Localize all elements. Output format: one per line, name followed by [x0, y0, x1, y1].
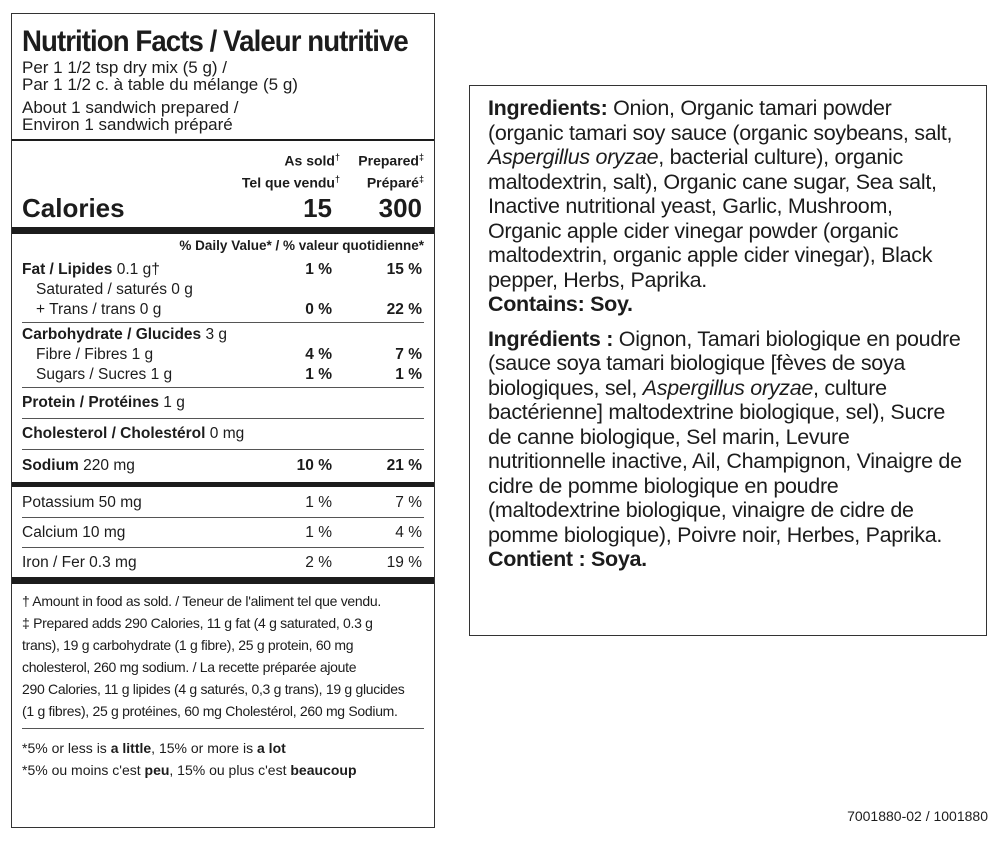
nutrient-row-fibre [22, 345, 424, 365]
dv-text: , 15% ou plus c'est [169, 762, 291, 778]
footnote-line: † Amount in food as sold. / Teneur de l'aliment tel que vendu. [22, 593, 381, 609]
calories-label: Calories [22, 193, 125, 223]
saturated-label: Saturated / saturés 0 g [36, 281, 193, 298]
fibre-label: Fibre / Fibres 1 g [36, 346, 154, 363]
protein-amount: 1 g [163, 394, 185, 411]
dv-text: *5% or less is [22, 740, 111, 756]
carb-block [22, 323, 424, 387]
nutrient-row-fat [22, 260, 424, 280]
sodium-block [22, 450, 424, 482]
calories-prepared: 300 [378, 193, 422, 223]
contains-fr: Contient : Soya. [488, 547, 647, 571]
dv-emphasis: peu [144, 762, 170, 778]
column-as-sold [242, 148, 340, 191]
dv-emphasis: a lot [257, 740, 286, 756]
ddagger-mark: ‡ [418, 152, 424, 162]
calcium-as-sold: 1 % [305, 524, 332, 541]
ingredients-fr [488, 327, 968, 572]
ingredients-panel [469, 85, 987, 636]
carb-amount: 3 g [205, 326, 228, 343]
footnote-line: 290 Calories, 11 g lipides (4 g saturés, 0,3 g trans), 19 g glucides [22, 681, 405, 697]
contains-en: Contains: Soy. [488, 292, 633, 316]
sugars-as-sold: 1 % [305, 366, 332, 383]
divider-thick [12, 227, 434, 234]
potassium-block [22, 487, 424, 517]
sodium-label: Sodium [22, 457, 79, 474]
ingredients-text: Oignon, Tamari biologique en poudre (sauce soya tamari biologique [fèves de soya biologiques, sel, [488, 326, 961, 400]
fat-prepared: 15 % [386, 261, 422, 278]
daily-value-guide [22, 729, 424, 781]
potassium-as-sold: 1 % [305, 494, 332, 511]
dagger-mark: † [334, 173, 340, 184]
nutrition-facts-panel [11, 13, 435, 828]
dv-emphasis: a little [110, 740, 152, 756]
col-as-sold-en: As sold [284, 152, 335, 169]
nutrient-row-carbohydrate [22, 325, 424, 345]
footnote-line: cholesterol, 260 mg sodium. / La recette préparée ajoute [22, 659, 357, 675]
dv-text: *5% ou moins c'est [22, 762, 145, 778]
nutrition-title: Nutrition Facts / Valeur nutritive [22, 25, 408, 58]
column-prepared [358, 148, 424, 191]
ingredients-label-fr: Ingrédients : [488, 326, 614, 351]
ddagger-mark: ‡ [418, 173, 424, 184]
calcium-label: Calcium 10 mg [22, 524, 126, 541]
dv-guide-fr [22, 759, 424, 781]
footnotes [22, 584, 424, 722]
nutrient-row-iron [22, 553, 424, 573]
col-as-sold-fr: Tel que vendu [241, 174, 335, 191]
column-headers [22, 141, 424, 189]
dv-text: , 15% or more is [151, 740, 257, 756]
col-prepared-en: Prepared [358, 152, 419, 169]
cholesterol-label: Cholesterol / Cholestérol [22, 425, 206, 442]
nutrient-row-calcium [22, 523, 424, 543]
yield-en: About 1 sandwich prepared / [22, 98, 239, 117]
nutrient-row-sugars [22, 365, 424, 385]
protein-label: Protein / Protéines [22, 394, 159, 411]
nutrient-row-protein [22, 393, 424, 413]
footnote-line: trans), 19 g carbohydrate (1 g fibre), 25 g protein, 60 mg [22, 637, 354, 653]
fibre-as-sold: 4 % [305, 346, 332, 363]
sugars-label: Sugars / Sucres 1 g [36, 366, 173, 383]
fibre-prepared: 7 % [395, 346, 422, 363]
trans-as-sold: 0 % [305, 301, 332, 318]
ingredients-label-en: Ingredients: [488, 96, 608, 120]
col-prepared-fr: Préparé [366, 174, 419, 191]
ingredients-italic: Aspergillus oryzae [642, 375, 814, 400]
potassium-prepared: 7 % [395, 494, 422, 511]
divider-thick [12, 577, 434, 584]
iron-label: Iron / Fer 0.3 mg [22, 554, 137, 571]
fat-label: Fat / Lipides [22, 261, 113, 278]
protein-block [22, 388, 424, 418]
serving-size-en: Per 1 1/2 tsp dry mix (5 g) / [22, 58, 228, 77]
product-code: 7001880-02 / 1001880 [847, 808, 988, 824]
calories-row [22, 189, 424, 227]
nutrient-row-trans [22, 300, 424, 320]
ingredients-text: Onion, Organic tamari powder (organic tamari soy sauce (organic soybeans, salt, [488, 96, 953, 145]
ingredients-text: , culture bactérienne] maltodextrine biologique, sel), Sucre de canne biologique, Sel marin, Levure nutritionnelle inactive, Ail, Champignon, Vinaigre de cidre de pomme biologique en poudre (maltodextrine biologique, vinaigre de cidre de pomme biologique), Poivre noir, Herbes, Paprika. [488, 375, 962, 547]
cholesterol-amount: 0 mg [209, 425, 245, 442]
ingredients-en [488, 96, 968, 317]
serving-size-fr: Par 1 1/2 c. à table du mélange (5 g) [22, 75, 298, 94]
footnote-line: ‡ Prepared adds 290 Calories, 11 g fat (4 g saturated, 0.3 g [22, 615, 373, 631]
sodium-amount: 220 mg [83, 457, 135, 474]
cholesterol-block [22, 419, 424, 449]
iron-as-sold: 2 % [305, 554, 332, 571]
ingredients-text: , bacterial culture), organic maltodextrin, salt), Organic cane sugar, Sea salt, Inactive nutritional yeast, Garlic, Mushroom, Organic apple cider vinegar powder (organic maltodextrin, organic apple cider vinegar), Black pepper, Herbs, Paprika. [488, 145, 937, 292]
fat-block [22, 258, 424, 322]
dv-emphasis: beaucoup [290, 762, 357, 778]
nutrient-row-cholesterol [22, 424, 424, 444]
nutrient-row-sodium [22, 456, 424, 476]
sugars-prepared: 1 % [395, 366, 422, 383]
daily-value-header: % Daily Value* / % valeur quotidienne* [179, 238, 424, 253]
nutrient-row-potassium [22, 493, 424, 513]
ingredients-italic: Aspergillus oryzae [488, 145, 659, 169]
dagger-mark: † [334, 152, 340, 162]
sodium-prepared: 21 % [386, 457, 422, 474]
iron-prepared: 19 % [386, 554, 422, 571]
fat-as-sold: 1 % [305, 261, 332, 278]
fat-amount: 0.1 g† [116, 261, 160, 278]
dv-guide-en [22, 737, 424, 759]
footnote-line: (1 g fibres), 25 g protéines, 60 mg Cholestérol, 260 mg Sodium. [22, 703, 398, 719]
carb-label: Carbohydrate / Glucides [22, 326, 202, 343]
trans-prepared: 22 % [386, 301, 422, 318]
iron-block [22, 548, 424, 577]
potassium-label: Potassium 50 mg [22, 494, 142, 511]
calories-as-sold: 15 [303, 193, 332, 223]
nutrient-row-saturated [22, 280, 424, 300]
sodium-as-sold: 10 % [296, 457, 332, 474]
calcium-block [22, 518, 424, 547]
yield-fr: Environ 1 sandwich préparé [22, 115, 233, 134]
calcium-prepared: 4 % [395, 524, 422, 541]
trans-label: + Trans / trans 0 g [36, 301, 162, 318]
